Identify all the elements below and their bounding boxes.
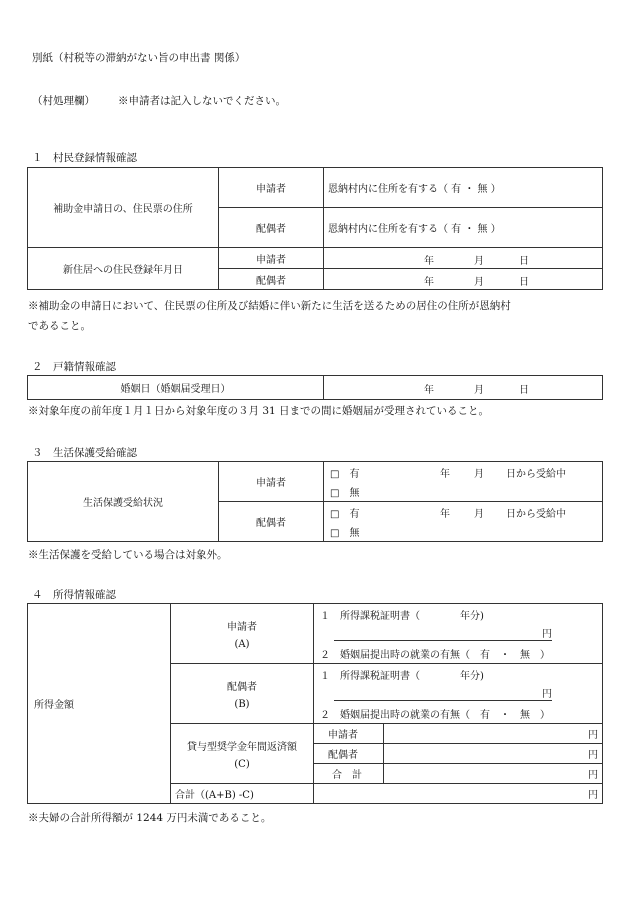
spouse-welfare-status <box>324 502 603 542</box>
office-use-label: （村処理欄） <box>32 95 95 107</box>
spouse-label: 配偶者 <box>219 208 324 248</box>
month-label: 月 <box>474 385 484 396</box>
grand-total-label: 合計（(A+B) -C) <box>171 784 314 804</box>
income-table <box>27 603 603 804</box>
applicant-registration-date <box>324 248 603 269</box>
row-label-registration-date: 新住居への住民登録年月日 <box>28 248 219 290</box>
family-register-table <box>27 375 603 400</box>
applicant-label: 申請者 <box>219 462 324 502</box>
section-3-heading: ３ 生活保護受給確認 <box>32 447 137 459</box>
employment-line: ２ 婚姻届提出時の就業の有無（ 有 ・ 無 ） <box>320 650 550 661</box>
welfare-yes-checkbox[interactable]: □ 有 <box>330 509 360 520</box>
loan-applicant-amount: 円 <box>384 724 603 744</box>
welfare-no-checkbox[interactable]: □ 無 <box>330 488 360 499</box>
row-label-address: 補助金申請日の、住民票の住所 <box>28 168 219 248</box>
applicant-label: 申請者 <box>219 168 324 208</box>
marriage-date-label: 婚姻日（婚姻届受理日） <box>28 376 324 400</box>
month-label: 月 <box>474 277 484 288</box>
welfare-no-checkbox[interactable]: □ 無 <box>330 528 360 539</box>
loan-total-amount: 円 <box>384 764 603 784</box>
year-label: 年 <box>424 256 434 267</box>
welfare-status-label: 生活保護受給状況 <box>28 462 219 542</box>
spouse-registration-date <box>324 269 603 290</box>
applicant-address-check: 恩納村内に住所を有する（ 有 ・ 無 ） <box>324 168 603 208</box>
tax-cert-line: １ 所得課税証明書（ 年分) <box>320 671 484 682</box>
day-label: 日 <box>519 277 529 288</box>
section-1-note-line2: であること。 <box>28 320 91 332</box>
loan-spouse-amount: 円 <box>384 744 603 764</box>
tax-cert-line: １ 所得課税証明書（ 年分) <box>320 611 484 622</box>
year-label: 年 <box>440 469 450 480</box>
yen-unit: 円 <box>542 629 552 640</box>
applicant-label: 申請者 <box>219 248 324 269</box>
spouse-label: 配偶者 <box>314 744 384 764</box>
c-marker: (C) <box>234 758 250 770</box>
a-marker: (A) <box>234 638 250 650</box>
year-label: 年 <box>424 385 434 396</box>
section-4-note: ※夫婦の合計所得額が 1244 万円未満であること。 <box>28 812 272 824</box>
applicant-label: 申請者 <box>314 724 384 744</box>
loan-total-label: 合 計 <box>314 764 384 784</box>
loan-repayment-label: 貸与型奨学金年間返済額 <box>187 741 297 753</box>
loan-repayment-cell <box>171 724 314 784</box>
day-label: 日 <box>519 256 529 267</box>
section-1-note-line1: ※補助金の申請日において、住民票の住所及び結婚に伴い新たに生活を送るための居住の住所が恩納村 <box>28 300 511 312</box>
year-label: 年 <box>424 277 434 288</box>
page-title: 別紙（村税等の滞納がない旨の申出書 関係） <box>32 52 246 64</box>
spouse-label: 配偶者 <box>219 502 324 542</box>
applicant-a-cell <box>171 604 314 664</box>
welfare-table <box>27 461 603 542</box>
b-marker: (B) <box>234 698 250 710</box>
section-3-note: ※生活保護を受給している場合は対象外。 <box>28 549 228 561</box>
welfare-receiving-label: 日から受給中 <box>506 509 566 520</box>
spouse-b-cell <box>171 664 314 724</box>
day-label: 日 <box>519 385 529 396</box>
applicant-income-detail <box>314 604 603 664</box>
welfare-receiving-label: 日から受給中 <box>506 469 566 480</box>
yen-unit: 円 <box>542 689 552 700</box>
welfare-yes-checkbox[interactable]: □ 有 <box>330 469 360 480</box>
month-label: 月 <box>474 469 484 480</box>
month-label: 月 <box>474 256 484 267</box>
spouse-address-check: 恩納村内に住所を有する（ 有 ・ 無 ） <box>324 208 603 248</box>
section-4-heading: ４ 所得情報確認 <box>32 589 116 601</box>
spouse-label: 配偶者 <box>227 681 257 693</box>
spouse-label: 配偶者 <box>219 269 324 290</box>
employment-line: ２ 婚姻届提出時の就業の有無（ 有 ・ 無 ） <box>320 710 550 721</box>
office-use-note: ※申請者は記入しないでください。 <box>118 95 286 107</box>
spouse-income-detail <box>314 664 603 724</box>
year-label: 年 <box>440 509 450 520</box>
applicant-label: 申請者 <box>227 621 257 633</box>
section-2-heading: ２ 戸籍情報確認 <box>32 361 116 373</box>
amount-field[interactable] <box>334 625 552 641</box>
resident-registration-table <box>27 167 603 290</box>
income-amount-label: 所得金額 <box>28 604 171 804</box>
month-label: 月 <box>474 509 484 520</box>
section-2-note: ※対象年度の前年度１月１日から対象年度の３月 31 日までの間に婚姻届が受理されていること。 <box>28 405 490 417</box>
grand-total-amount: 円 <box>314 784 603 804</box>
amount-field[interactable] <box>334 685 552 701</box>
section-1-heading: １ 村民登録情報確認 <box>32 152 137 164</box>
applicant-welfare-status <box>324 462 603 502</box>
marriage-date-value <box>324 376 603 400</box>
